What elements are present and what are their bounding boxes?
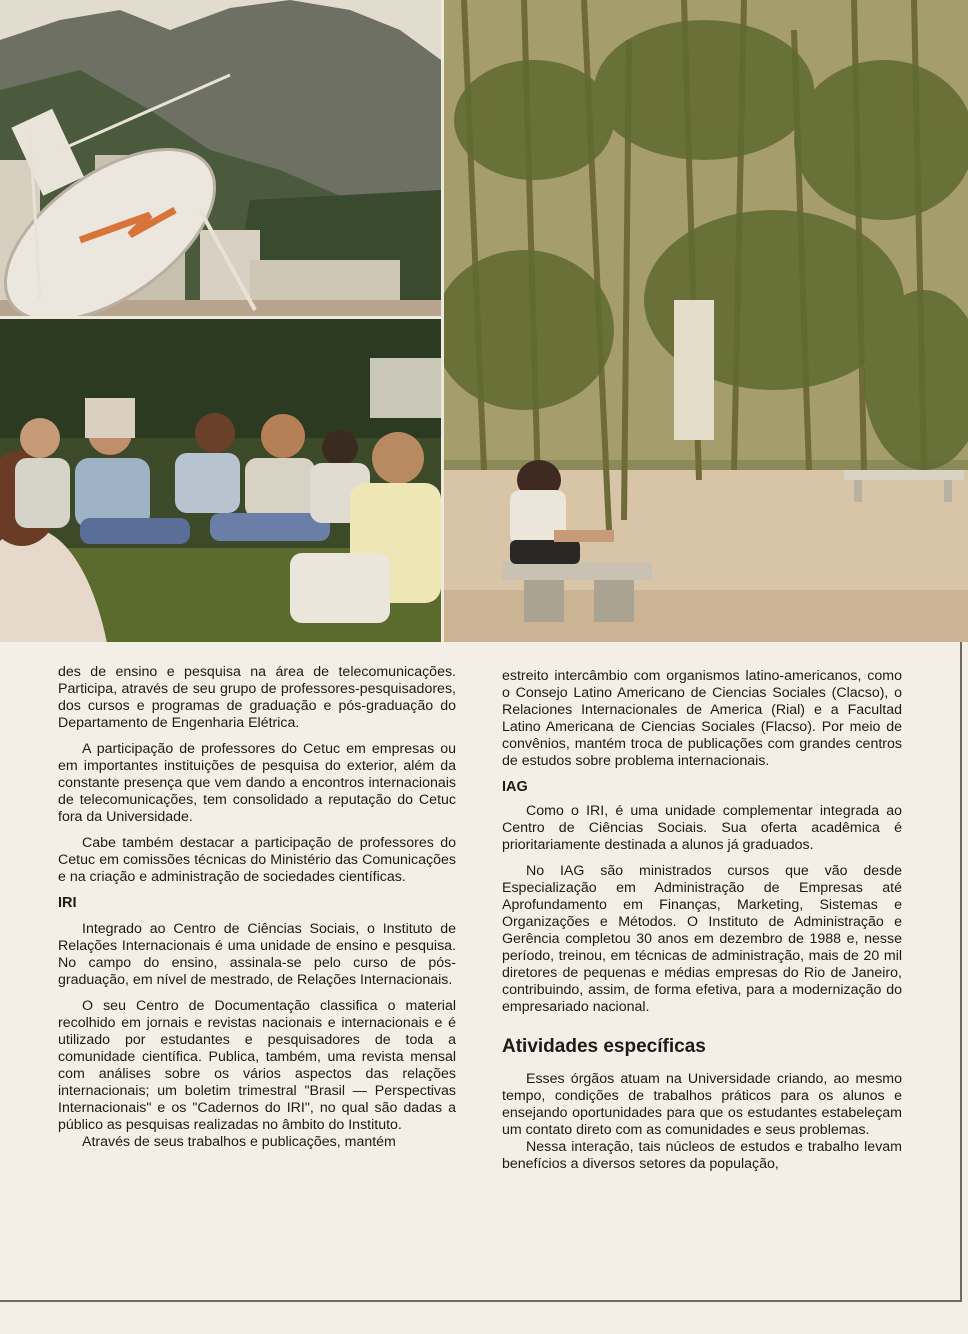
right-text-column — [502, 668, 902, 1173]
section-heading-iri: IRI — [58, 895, 77, 911]
satellite-dish-illustration — [0, 0, 441, 317]
left-text-column — [58, 664, 456, 1151]
page-rule-right — [960, 642, 962, 1302]
campus-garden-photo — [444, 0, 968, 642]
photo-divider-vertical — [441, 0, 444, 642]
students-on-grass-photo — [0, 318, 441, 642]
students-illustration — [0, 318, 441, 642]
garden-illustration — [444, 0, 968, 642]
section-heading-iag: IAG — [502, 779, 528, 795]
satellite-dish-photo — [0, 0, 441, 317]
paragraph: O seu Centro de Documentação classifica o material recolhido em jornais e revistas nacionais e internacionais e é utilizado por estudantes e pesquisadores de toda a comunidade científica. Publica, também, uma revista mensal com análises sobre os vários aspectos das relações internacionais; um boletim trimestral "Brasil — Perspectivas Internacionais" e os "Cadernos do IRI", no qual são dadas a público as pesquisas realizadas no âmbito do Instituto. — [58, 998, 456, 1133]
photo-divider-horizontal — [0, 316, 441, 319]
paragraph: A participação de professores do Cetuc em empresas ou em importantes instituições de pesquisa do exterior, além da constante presença que vem dando a encontros internacionais de telecomunicações, tem consolidado a reputação do Cetuc fora da Universidade. — [58, 741, 456, 825]
paragraph: Integrado ao Centro de Ciências Sociais, o Instituto de Relações Internacionais é uma unidade de ensino e pesquisa. No campo do ensino, assinala-se pelo curso de pós-graduação, em nível de mestrado, de Relações Internacionais. — [58, 921, 456, 988]
paragraph: estreito intercâmbio com organismos latino-americanos, como o Consejo Latino Americano de Ciencias Sociales (Clacso), o Relaciones Internacionales de America (Rial) e a Facultad Latino Americana de Ciencias Sociales (Flacso). Por meio de convênios, mantém troca de publicações com grandes centros de estudos sobre problema internacionais. — [502, 668, 902, 769]
paragraph: Cabe também destacar a participação de professores do Cetuc em comissões técnicas do Ministério das Comunicações e na criação e administração de sociedades científicas. — [58, 835, 456, 885]
paragraph: des de ensino e pesquisa na área de telecomunicações. Participa, através de seu grupo de professores-pesquisadores, dos cursos e programas de graduação e pós-graduação do Departamento de Engenharia Elétrica. — [58, 664, 456, 731]
paragraph: No IAG são ministrados cursos que vão desde Especialização em Administração de Empresas até Aprofundamento em Finanças, Marketing, Sistemas e Organizações e Métodos. O Instituto de Administração e Gerência completou 30 anos em dezembro de 1988 e, nesse período, treinou, em técnicas de administração, mais de 20 mil diretores de pequenas e médias empresas do Rio de Janeiro, contribuindo, assim, de forma efetiva, para a modernização do empresariado nacional. — [502, 863, 902, 1015]
paragraph: Como o IRI, é uma unidade complementar integrada ao Centro de Ciências Sociais. Sua oferta acadêmica é prioritariamente destinada a alunos já graduados. — [502, 803, 902, 853]
section-heading-atividades: Atividades específicas — [502, 1036, 706, 1057]
page-rule-bottom — [0, 1300, 962, 1302]
paragraph: Nessa interação, tais núcleos de estudos e trabalho levam benefícios a diversos setores da população, — [502, 1139, 902, 1172]
paragraph: Através de seus trabalhos e publicações, mantém — [82, 1134, 396, 1150]
paragraph: Esses órgãos atuam na Universidade criando, ao mesmo tempo, condições de trabalhos práticos para os alunos e ensejando oportunidades para que os estudantes estabeleçam um contato direto com as comunidades e seus problemas. — [502, 1071, 902, 1138]
